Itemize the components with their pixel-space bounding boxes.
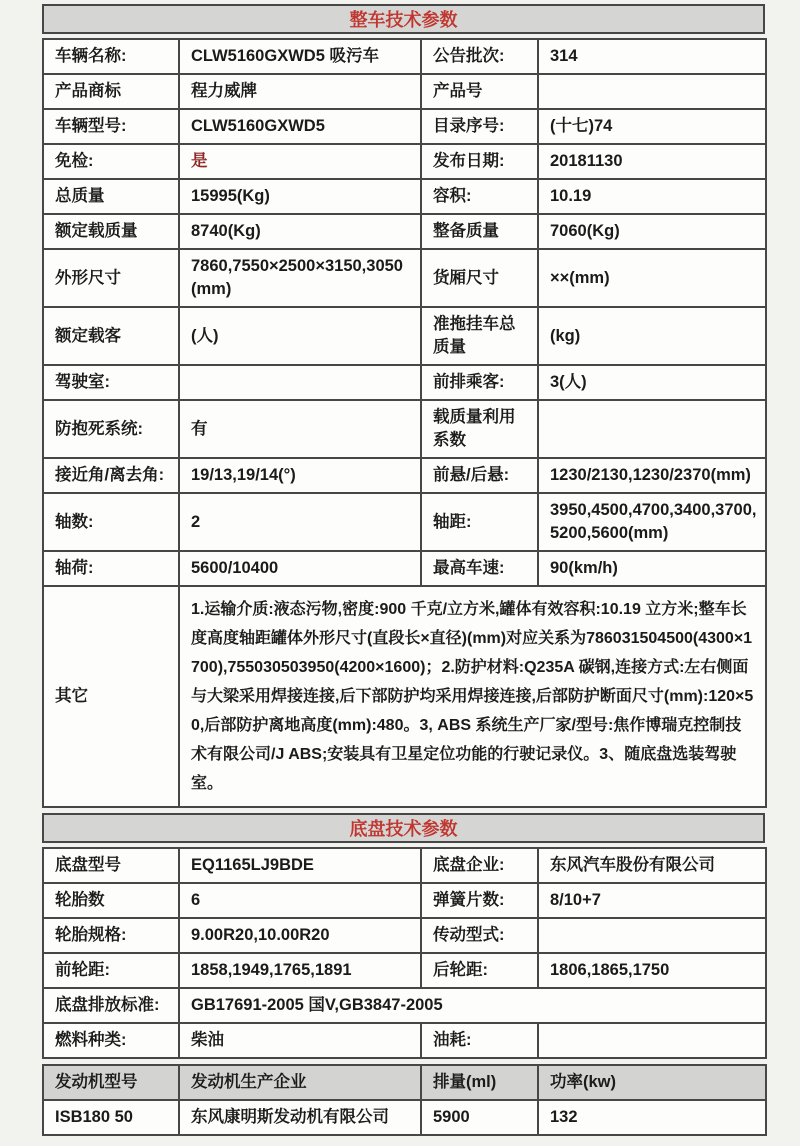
spec-value: EQ1165LJ9BDE (179, 848, 421, 883)
table-row-emission (43, 988, 766, 1023)
spec-value: 有 (179, 400, 421, 458)
spec-value (179, 365, 421, 400)
spec-sheet (42, 4, 765, 1141)
spec-label: 额定载客 (43, 307, 179, 365)
spec-value: CLW5160GXWD5 吸污车 (179, 39, 421, 74)
spec-label: 外形尺寸 (43, 249, 179, 307)
spec-label: 前排乘客: (421, 365, 538, 400)
table-row-fuel (43, 1023, 766, 1058)
spec-value: 19/13,19/14(°) (179, 458, 421, 493)
section-title-vehicle-text: 整车技术参数 (349, 10, 458, 30)
spec-label: 最高车速: (421, 551, 538, 586)
spec-label: 燃料种类: (43, 1023, 179, 1058)
spec-value (538, 74, 766, 109)
spec-value (538, 1023, 766, 1058)
table-row (43, 551, 766, 586)
spec-label: 后轮距: (421, 953, 538, 988)
spec-label: 轴距: (421, 493, 538, 551)
spec-label: 货厢尺寸 (421, 249, 538, 307)
spec-value: 8/10+7 (538, 883, 766, 918)
spec-value (538, 918, 766, 953)
engine-col-header: 排量(ml) (421, 1065, 538, 1100)
spec-label: 轮胎数 (43, 883, 179, 918)
engine-power-value: 132 (538, 1100, 766, 1135)
table-row-other (43, 586, 766, 807)
spec-label-other: 其它 (43, 586, 179, 807)
spec-label: 容积: (421, 179, 538, 214)
spec-value: 7060(Kg) (538, 214, 766, 249)
engine-displacement-value: 5900 (421, 1100, 538, 1135)
spec-value: 15995(Kg) (179, 179, 421, 214)
spec-label: 载质量利用系数 (421, 400, 538, 458)
spec-label: 目录序号: (421, 109, 538, 144)
spec-label: 总质量 (43, 179, 179, 214)
spec-value: ××(mm) (538, 249, 766, 307)
engine-col-header: 发动机生产企业 (179, 1065, 421, 1100)
spec-label: 弹簧片数: (421, 883, 538, 918)
spec-label: 准拖挂车总质量 (421, 307, 538, 365)
table-row (43, 109, 766, 144)
spec-label: 免检: (43, 144, 179, 179)
spec-value: (人) (179, 307, 421, 365)
section-title-vehicle (42, 4, 765, 34)
spec-value: 20181130 (538, 144, 766, 179)
spec-label: 产品号 (421, 74, 538, 109)
spec-label: 轮胎规格: (43, 918, 179, 953)
spec-label: 整备质量 (421, 214, 538, 249)
spec-value: 9.00R20,10.00R20 (179, 918, 421, 953)
table-row (43, 953, 766, 988)
spec-value-exempt: 是 (179, 144, 421, 179)
spec-label: 额定载质量 (43, 214, 179, 249)
spec-label-emission: 底盘排放标准: (43, 988, 179, 1023)
table-row (43, 493, 766, 551)
table-row (43, 458, 766, 493)
spec-label: 产品商标 (43, 74, 179, 109)
table-row (43, 214, 766, 249)
spec-label: 发布日期: (421, 144, 538, 179)
vehicle-params-table (42, 38, 767, 808)
table-row (43, 144, 766, 179)
table-row (43, 74, 766, 109)
spec-value: 10.19 (538, 179, 766, 214)
spec-value: 2 (179, 493, 421, 551)
spec-label: 车辆名称: (43, 39, 179, 74)
table-row (43, 400, 766, 458)
spec-value: 1230/2130,1230/2370(mm) (538, 458, 766, 493)
spec-value: 5600/10400 (179, 551, 421, 586)
spec-label: 底盘企业: (421, 848, 538, 883)
spec-value: 8740(Kg) (179, 214, 421, 249)
spec-value: 90(km/h) (538, 551, 766, 586)
table-row (43, 249, 766, 307)
spec-label: 前轮距: (43, 953, 179, 988)
spec-label: 传动型式: (421, 918, 538, 953)
engine-col-header: 发动机型号 (43, 1065, 179, 1100)
spec-value-other-notes: 1.运输介质:液态污物,密度:900 千克/立方米,罐体有效容积:10.19 立方米;整车长度高度轴距罐体外形尺寸(直段长×直径)(mm)对应关系为786031504500(4300×1700),755030503950(4200×1600)；2.防护材料:Q235A 碳钢,连接方式:左右侧面与大梁采用焊接连接,后下部防护均采用焊接连接,后部防护断面尺寸(mm):120×50,后部防护离地高度(mm):480。3, ABS 系统生产厂家/型号:焦作博瑞克控制技术有限公司/J ABS;安装具有卫星定位功能的行驶记录仪。3、随底盘选装驾驶室。 (179, 586, 766, 807)
spec-label: 车辆型号: (43, 109, 179, 144)
table-row (43, 39, 766, 74)
table-row (43, 918, 766, 953)
spec-value: 东风汽车股份有限公司 (538, 848, 766, 883)
spec-value: (kg) (538, 307, 766, 365)
spec-value: 314 (538, 39, 766, 74)
table-row (43, 848, 766, 883)
spec-value (538, 400, 766, 458)
spec-value: 柴油 (179, 1023, 421, 1058)
table-row (43, 307, 766, 365)
spec-value: CLW5160GXWD5 (179, 109, 421, 144)
spec-value: 6 (179, 883, 421, 918)
table-row (43, 883, 766, 918)
spec-value-emission: GB17691-2005 国V,GB3847-2005 (179, 988, 766, 1023)
engine-col-header: 功率(kw) (538, 1065, 766, 1100)
section-title-chassis-text: 底盘技术参数 (349, 819, 458, 839)
spec-label: 前悬/后悬: (421, 458, 538, 493)
spec-value: 7860,7550×2500×3150,3050(mm) (179, 249, 421, 307)
spec-label: 底盘型号 (43, 848, 179, 883)
engine-table (42, 1064, 767, 1136)
engine-model-value: ISB180 50 (43, 1100, 179, 1135)
spec-value: 程力威牌 (179, 74, 421, 109)
engine-header-row (43, 1065, 766, 1100)
spec-label: 轴荷: (43, 551, 179, 586)
spec-label: 公告批次: (421, 39, 538, 74)
spec-value: 3950,4500,4700,3400,3700,5200,5600(mm) (538, 493, 766, 551)
chassis-params-table (42, 847, 767, 1059)
engine-data-row (43, 1100, 766, 1135)
spec-label: 接近角/离去角: (43, 458, 179, 493)
spec-value: 1806,1865,1750 (538, 953, 766, 988)
spec-label: 驾驶室: (43, 365, 179, 400)
spec-label: 防抱死系统: (43, 400, 179, 458)
section-title-chassis (42, 813, 765, 843)
spec-value: 1858,1949,1765,1891 (179, 953, 421, 988)
spec-label: 油耗: (421, 1023, 538, 1058)
spec-label: 轴数: (43, 493, 179, 551)
engine-manufacturer-value: 东风康明斯发动机有限公司 (179, 1100, 421, 1135)
spec-value: (十七)74 (538, 109, 766, 144)
spec-value: 3(人) (538, 365, 766, 400)
table-row (43, 365, 766, 400)
table-row (43, 179, 766, 214)
